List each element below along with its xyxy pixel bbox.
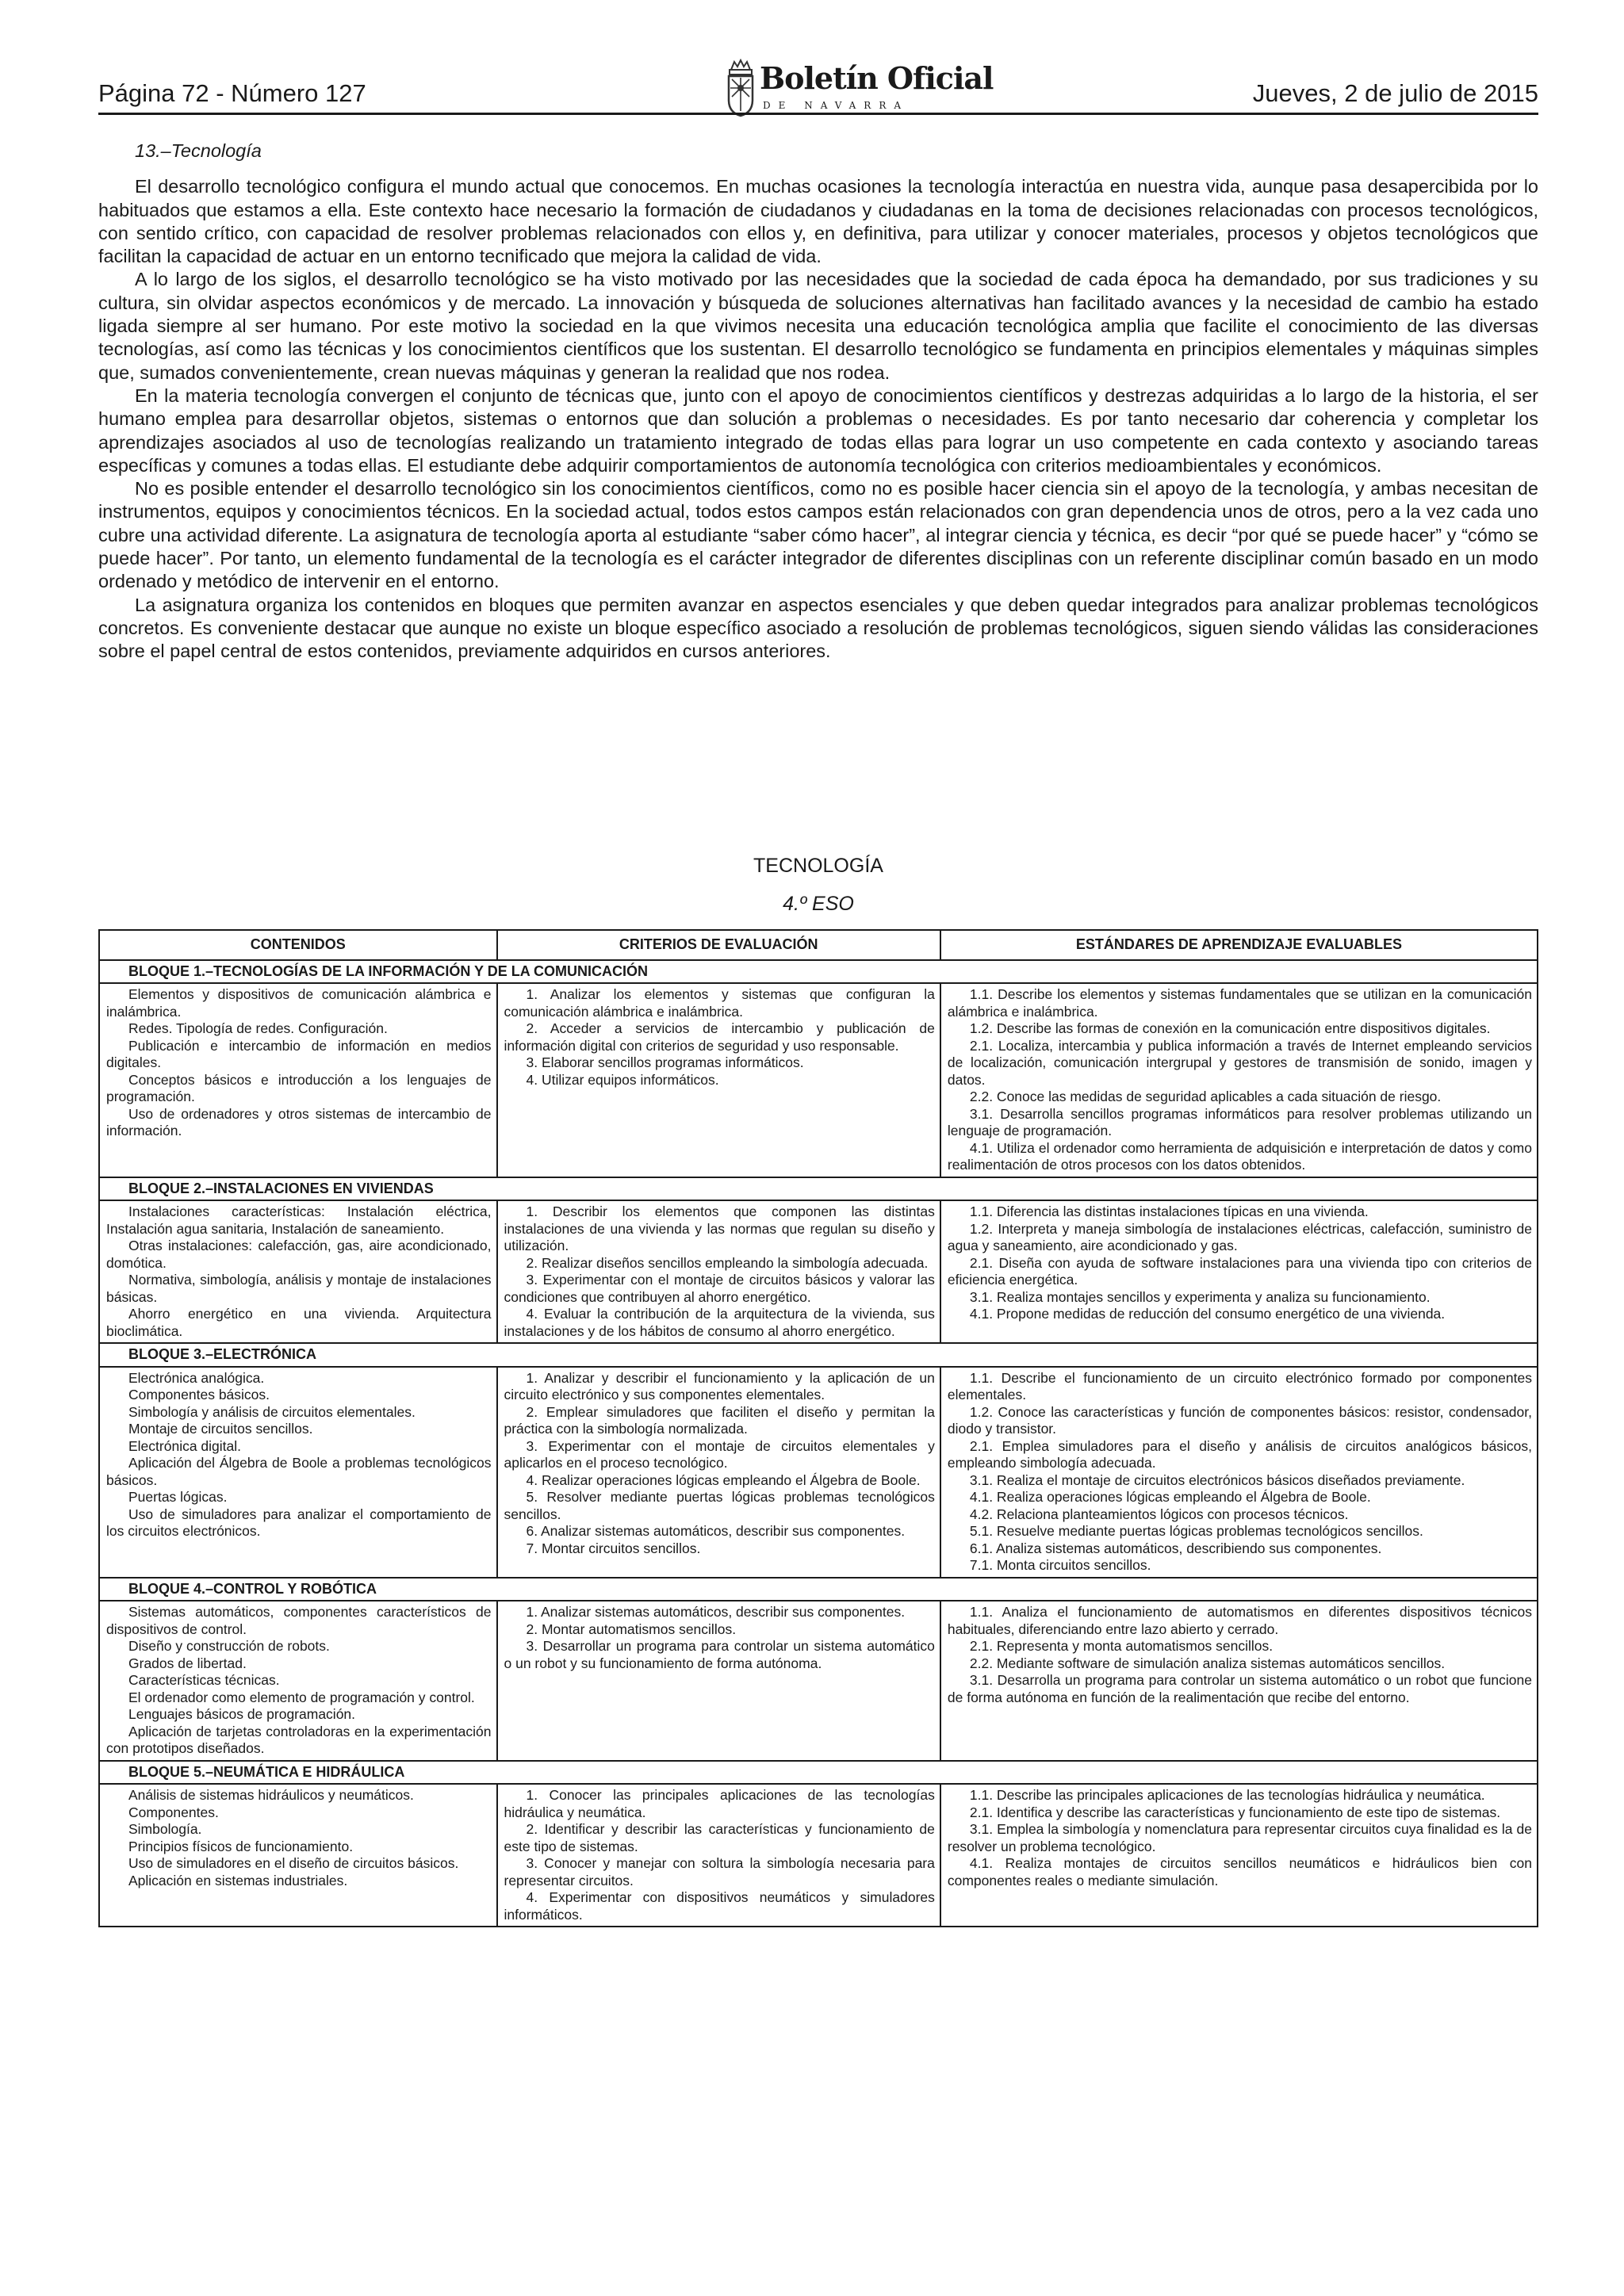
list-item: Aplicación de tarjetas controladoras en la experimentación con prototipos diseñados.: [106, 1723, 492, 1756]
list-item: 4.1. Realiza operaciones lógicas empleando el Álgebra de Boole.: [969, 1489, 1371, 1505]
list-item: Electrónica digital.: [128, 1437, 242, 1454]
list-item: 1.1. Diferencia las distintas instalaciones típicas en una vivienda.: [969, 1203, 1369, 1219]
list-item: 4.1. Realiza montajes de circuitos sencillos neumáticos e hidráulicos bien con componentes reales o mediante simulación.: [947, 1855, 1532, 1888]
list-item: 3.1. Desarrolla sencillos programas informáticos para resolver problemas utilizando un lenguaje de programación.: [947, 1105, 1532, 1138]
list-item: Simbología y análisis de circuitos elementales.: [128, 1403, 416, 1420]
block-title: BLOQUE 5.–NEUMÁTICA E HIDRÁULICA: [99, 1761, 1538, 1785]
page-header: [98, 60, 1538, 122]
list-item: Características técnicas.: [128, 1672, 280, 1688]
list-item: 1. Analizar los elementos y sistemas que configuran la comunicación alámbrica e inalámbrica.: [504, 986, 935, 1020]
list-item: Aplicación en sistemas industriales.: [128, 1872, 348, 1888]
list-item: 4. Experimentar con dispositivos neumáticos y simuladores informáticos.: [504, 1889, 935, 1923]
list-item: 3.1. Emplea la simbología y nomenclatura para representar circuitos cuya finalidad es la de resolver un problema tecnológico.: [947, 1821, 1532, 1854]
block-title: BLOQUE 1.–TECNOLOGÍAS DE LA INFORMACIÓN Y DE LA COMUNICACIÓN: [99, 960, 1538, 984]
list-item: 7.1. Monta circuitos sencillos.: [969, 1557, 1151, 1573]
list-item: Elementos y dispositivos de comunicación alámbrica e inalámbrica.: [106, 986, 492, 1020]
list-item: Otras instalaciones: calefacción, gas, aire acondicionado, domótica.: [106, 1238, 492, 1271]
navarra-crest-icon: [725, 59, 756, 117]
list-item: Uso de ordenadores y otros sistemas de intercambio de información.: [106, 1105, 492, 1138]
column-header-estandares: ESTÁNDARES DE APRENDIZAJE EVALUABLES: [940, 930, 1538, 960]
list-item: 3. Experimentar con el montaje de circuitos básicos y valorar las condiciones que contribuyen al ahorro energético.: [504, 1272, 935, 1305]
list-item: El ordenador como elemento de programación y control.: [128, 1689, 475, 1705]
estandares-cell: [940, 983, 1538, 1177]
table-title: TECNOLOGÍA: [753, 855, 883, 877]
table-row: [99, 1784, 1538, 1927]
list-item: 7. Montar circuitos sencillos.: [526, 1540, 701, 1556]
logo-title: Boletín Oficial: [760, 60, 994, 96]
list-item: 1.2. Describe las formas de conexión en la comunicación entre dispositivos digitales.: [969, 1020, 1491, 1036]
table-row: [99, 983, 1538, 1177]
list-item: 3. Experimentar con el montaje de circuitos elementales y aplicarlos en el proceso tecnológico.: [504, 1437, 935, 1471]
table-header-row: [99, 930, 1538, 960]
list-item: Redes. Tipología de redes. Configuración.: [128, 1020, 388, 1036]
list-item: Componentes.: [128, 1804, 219, 1820]
estandares-cell: [940, 1784, 1538, 1927]
list-item: Uso de simuladores para analizar el comportamiento de los circuitos electrónicos.: [106, 1506, 492, 1539]
column-header-contenidos: CONTENIDOS: [99, 930, 497, 960]
paragraph: En la materia tecnología convergen el conjunto de técnicas que, junto con el apoyo de conocimientos científicos y destrezas adquiridas a lo largo de la historia, el ser humano emplea para desarrollar objetos, sistemas o entornos que dan solución a problemas o necesidades. Es por tanto necesario dar coherencia y completar los aprendizajes asociados al uso de tecnologías realizando un tratamiento integrado de todas ellas para lograr un uso competente en cada contexto y asociando tareas específicas y comunes a todas ellas. El estudiante debe adquirir comportamientos de autonomía tecnológica con criterios medioambientales y económicos.: [98, 385, 1538, 476]
list-item: 2. Identificar y describir las características y funcionamiento de este tipo de sistemas.: [504, 1821, 935, 1854]
list-item: 4.1. Utiliza el ordenador como herramienta de adquisición e interpretación de datos y como realimentación de otros procesos con los datos obtenidos.: [947, 1139, 1532, 1173]
section-title: 13.–Tecnología: [135, 140, 262, 161]
table-row: [99, 1601, 1538, 1761]
curriculum-table: [98, 929, 1538, 1927]
list-item: 1.2. Conoce las características y función de componentes básicos: resistor, condensador, diodo y transistor.: [947, 1403, 1532, 1437]
list-item: 1. Describir los elementos que componen las distintas instalaciones de una vivienda y las normas que regulan su diseño y utilización.: [504, 1203, 935, 1253]
table-row: [99, 1200, 1538, 1343]
list-item: 2.1. Emplea simuladores para el diseño y análisis de circuitos analógicos básicos, empleando simbología adecuada.: [947, 1437, 1532, 1471]
list-item: 2.2. Conoce las medidas de seguridad aplicables a cada situación de riesgo.: [969, 1089, 1442, 1104]
list-item: 1.1. Describe las principales aplicaciones de las tecnologías hidráulica y neumática.: [969, 1787, 1485, 1803]
paragraph: A lo largo de los siglos, el desarrollo tecnológico se ha visto motivado por las necesidades que la sociedad de cada época ha demandado, por sus tradiciones y su cultura, sin olvidar aspectos económicos y de mercado. La innovación y búsqueda de soluciones alternativas han facilitado avances y la necesidad de cambio ha estado ligada siempre al ser humano. Por este motivo la sociedad en la que vivimos necesita una educación tecnológica amplia que facilite el conocimiento de las diversas tecnologías, así como las técnicas y los conocimientos científicos que los sustentan. El desarrollo tecnológico se fundamenta en principios elementales y máquinas simples que, sumados convenientemente, crean nuevas máquinas y generan la realidad que nos rodea.: [98, 269, 1538, 383]
list-item: Montaje de circuitos sencillos.: [128, 1421, 313, 1437]
publication-date: Jueves, 2 de julio de 2015: [1252, 79, 1538, 107]
table-row: [99, 1367, 1538, 1578]
list-item: 2. Montar automatismos sencillos.: [526, 1621, 737, 1637]
contenidos-cell: [99, 1784, 497, 1927]
list-item: Análisis de sistemas hidráulicos y neumáticos.: [128, 1787, 414, 1803]
estandares-cell: [940, 1200, 1538, 1343]
list-item: 2.2. Mediante software de simulación analiza sistemas automáticos sencillos.: [969, 1655, 1446, 1671]
block-title-row: [99, 1578, 1538, 1601]
list-item: Lenguajes básicos de programación.: [128, 1706, 356, 1722]
list-item: 3.1. Realiza montajes sencillos y experimenta y analiza su funcionamiento.: [969, 1288, 1431, 1305]
criterios-cell: [497, 1367, 940, 1578]
list-item: 6.1. Analiza sistemas automáticos, describiendo sus componentes.: [969, 1540, 1382, 1556]
block-title-row: [99, 1177, 1538, 1201]
contenidos-cell: [99, 1601, 497, 1761]
list-item: 2.1. Representa y monta automatismos sencillos.: [969, 1638, 1274, 1654]
list-item: 6. Analizar sistemas automáticos, describir sus componentes.: [526, 1523, 906, 1539]
list-item: 2.1. Identifica y describe las características y funcionamiento de este tipo de sistemas.: [969, 1804, 1501, 1820]
criterios-cell: [497, 983, 940, 1177]
list-item: 3.1. Desarrolla un programa para controlar un sistema automático o un robot que funcione de forma autónoma en función de la realimentación que recibe del entorno.: [947, 1672, 1532, 1705]
criterios-cell: [497, 1784, 940, 1927]
list-item: 2. Emplear simuladores que faciliten el diseño y permitan la práctica con la simbología normalizada.: [504, 1403, 935, 1437]
block-title: BLOQUE 3.–ELECTRÓNICA: [99, 1343, 1538, 1367]
list-item: 4. Realizar operaciones lógicas empleando el Álgebra de Boole.: [526, 1471, 921, 1488]
list-item: 1.1. Describe el funcionamiento de un circuito electrónico formado por componentes elementales.: [947, 1369, 1532, 1402]
block-title-row: [99, 1761, 1538, 1785]
paragraph: La asignatura organiza los contenidos en bloques que permiten avanzar en aspectos esenciales y que deben quedar integrados para analizar problemas tecnológicos concretos. Es conveniente destacar que aunque no existe un bloque específico asociado a resolución de problemas tecnológicos, siguen siendo válidas las consideraciones sobre el papel central de estos contenidos, previamente adquiridos en cursos anteriores.: [98, 594, 1538, 662]
list-item: 5.1. Resuelve mediante puertas lógicas problemas tecnológicos sencillos.: [969, 1523, 1423, 1539]
table-subtitle: 4.º ESO: [783, 893, 854, 915]
list-item: 2. Realizar diseños sencillos empleando la simbología adecuada.: [526, 1254, 929, 1271]
contenidos-cell: [99, 1367, 497, 1578]
list-item: Sistemas automáticos, componentes característicos de dispositivos de control.: [106, 1604, 492, 1637]
list-item: Ahorro energético en una vivienda. Arquitectura bioclimática.: [106, 1306, 492, 1339]
list-item: 4. Utilizar equipos informáticos.: [526, 1071, 719, 1088]
list-item: Publicación e intercambio de información en medios digitales.: [106, 1037, 492, 1070]
paragraph: El desarrollo tecnológico configura el mundo actual que conocemos. En muchas ocasiones la tecnología interactúa en nuestra vida, aunque pasa desapercibida por lo habituados que estamos a ella. Este contexto hace necesario la formación de ciudadanos y ciudadanas en la toma de decisiones relacionadas con procesos tecnológicos, con sentido crítico, con capacidad de resolver problemas relacionados con ellos y, en definitiva, para utilizar y conocer materiales, procesos y objetos tecnológicos que facilitan la capacidad de actuar en un entorno tecnificado que mejora la calidad de vida.: [98, 176, 1538, 267]
logo-subtitle: DE NAVARRA: [763, 100, 910, 111]
list-item: 3. Conocer y manejar con soltura la simbología necesaria para representar circuitos.: [504, 1855, 935, 1888]
list-item: 2.1. Localiza, intercambia y publica información a través de Internet empleando servicios de localización, comunicación intergrupal y gestores de transmisión de sonido, imagen y datos.: [947, 1037, 1532, 1088]
list-item: Simbología.: [128, 1821, 202, 1837]
list-item: 3. Desarrollar un programa para controlar un sistema automático o un robot y su funcionamiento de forma autónoma.: [504, 1638, 935, 1671]
list-item: 2. Acceder a servicios de intercambio y publicación de información digital con criterios de seguridad y uso responsable.: [504, 1020, 935, 1054]
list-item: 3.1. Realiza el montaje de circuitos electrónicos básicos diseñados previamente.: [969, 1471, 1465, 1488]
block-title: BLOQUE 4.–CONTROL Y ROBÓTICA: [99, 1578, 1538, 1601]
block-title-row: [99, 960, 1538, 984]
list-item: Puertas lógicas.: [128, 1489, 228, 1505]
list-item: 1.2. Interpreta y maneja simbología de instalaciones eléctricas, calefacción, suministro de agua y saneamiento, aire acondicionado y gas.: [947, 1220, 1532, 1253]
list-item: 1. Analizar y describir el funcionamiento y la aplicación de un circuito electrónico y sus componentes elementales.: [504, 1369, 935, 1402]
list-item: 1. Conocer las principales aplicaciones de las tecnologías hidráulica y neumática.: [504, 1787, 935, 1820]
section-body: [98, 140, 1538, 664]
table-body: [99, 960, 1538, 1927]
column-header-criterios: CRITERIOS DE EVALUACIÓN: [497, 930, 940, 960]
list-item: 4.2. Relaciona planteamientos lógicos con procesos técnicos.: [969, 1506, 1349, 1522]
list-item: 2.1. Diseña con ayuda de software instalaciones para una vivienda tipo con criterios de eficiencia energética.: [947, 1254, 1532, 1288]
list-item: Grados de libertad.: [128, 1655, 247, 1671]
list-item: Electrónica analógica.: [128, 1369, 265, 1386]
list-item: Conceptos básicos e introducción a los lenguajes de programación.: [106, 1071, 492, 1104]
list-item: Uso de simuladores en el diseño de circuitos básicos.: [128, 1855, 459, 1871]
list-item: Normativa, simbología, análisis y montaje de instalaciones básicas.: [106, 1272, 492, 1305]
block-title-row: [99, 1343, 1538, 1367]
list-item: Aplicación del Álgebra de Boole a problemas tecnológicos básicos.: [106, 1455, 492, 1488]
list-item: Principios físicos de funcionamiento.: [128, 1838, 354, 1854]
list-item: 1. Analizar sistemas automáticos, describir sus componentes.: [526, 1604, 906, 1620]
estandares-cell: [940, 1601, 1538, 1761]
criterios-cell: [497, 1601, 940, 1761]
block-title: BLOQUE 2.–INSTALACIONES EN VIVIENDAS: [99, 1177, 1538, 1201]
paragraph: No es posible entender el desarrollo tecnológico sin los conocimientos científicos, como no es posible hacer ciencia sin el apoyo de la tecnología, y ambas necesitan de instrumentos, equipos y conocimientos técnicos. En la sociedad actual, todos estos campos están relacionados con gran dependencia unos de otros, pero a la vez cada uno cubre una actividad diferente. La asignatura de tecnología aporta al estudiante “saber cómo hacer”, al integrar ciencia y técnica, es decir “por qué se puede hacer” y “cómo se puede hacer”. Por tanto, un elemento fundamental de la tecnología es el carácter integrador de diferentes disciplinas con un referente disciplinar común basado en un modo ordenado y metódico de intervenir en el entorno.: [98, 478, 1538, 592]
list-item: 4. Evaluar la contribución de la arquitectura de la vivienda, sus instalaciones y de los hábitos de consumo al ahorro energético.: [504, 1306, 935, 1339]
contenidos-cell: [99, 1200, 497, 1343]
contenidos-cell: [99, 983, 497, 1177]
list-item: Diseño y construcción de robots.: [128, 1638, 330, 1654]
list-item: 3. Elaborar sencillos programas informáticos.: [526, 1054, 804, 1070]
header-divider: [98, 113, 1538, 115]
list-item: 5. Resolver mediante puertas lógicas problemas tecnológicos sencillos.: [504, 1489, 935, 1522]
list-item: Instalaciones características: Instalación eléctrica, Instalación agua sanitaria, Instalación de saneamiento.: [106, 1203, 492, 1237]
list-item: Componentes básicos.: [128, 1387, 270, 1402]
list-item: 1.1. Analiza el funcionamiento de automatismos en diferentes dispositivos técnicos habituales, diferenciando entre lazo abierto y cerrado.: [947, 1604, 1532, 1637]
estandares-cell: [940, 1367, 1538, 1578]
list-item: 1.1. Describe los elementos y sistemas fundamentales que se utilizan en la comunicación alámbrica e inalámbrica.: [947, 986, 1532, 1020]
page-number: Página 72 - Número 127: [98, 79, 366, 107]
list-item: 4.1. Propone medidas de reducción del consumo energético de una vivienda.: [969, 1306, 1446, 1322]
criterios-cell: [497, 1200, 940, 1343]
